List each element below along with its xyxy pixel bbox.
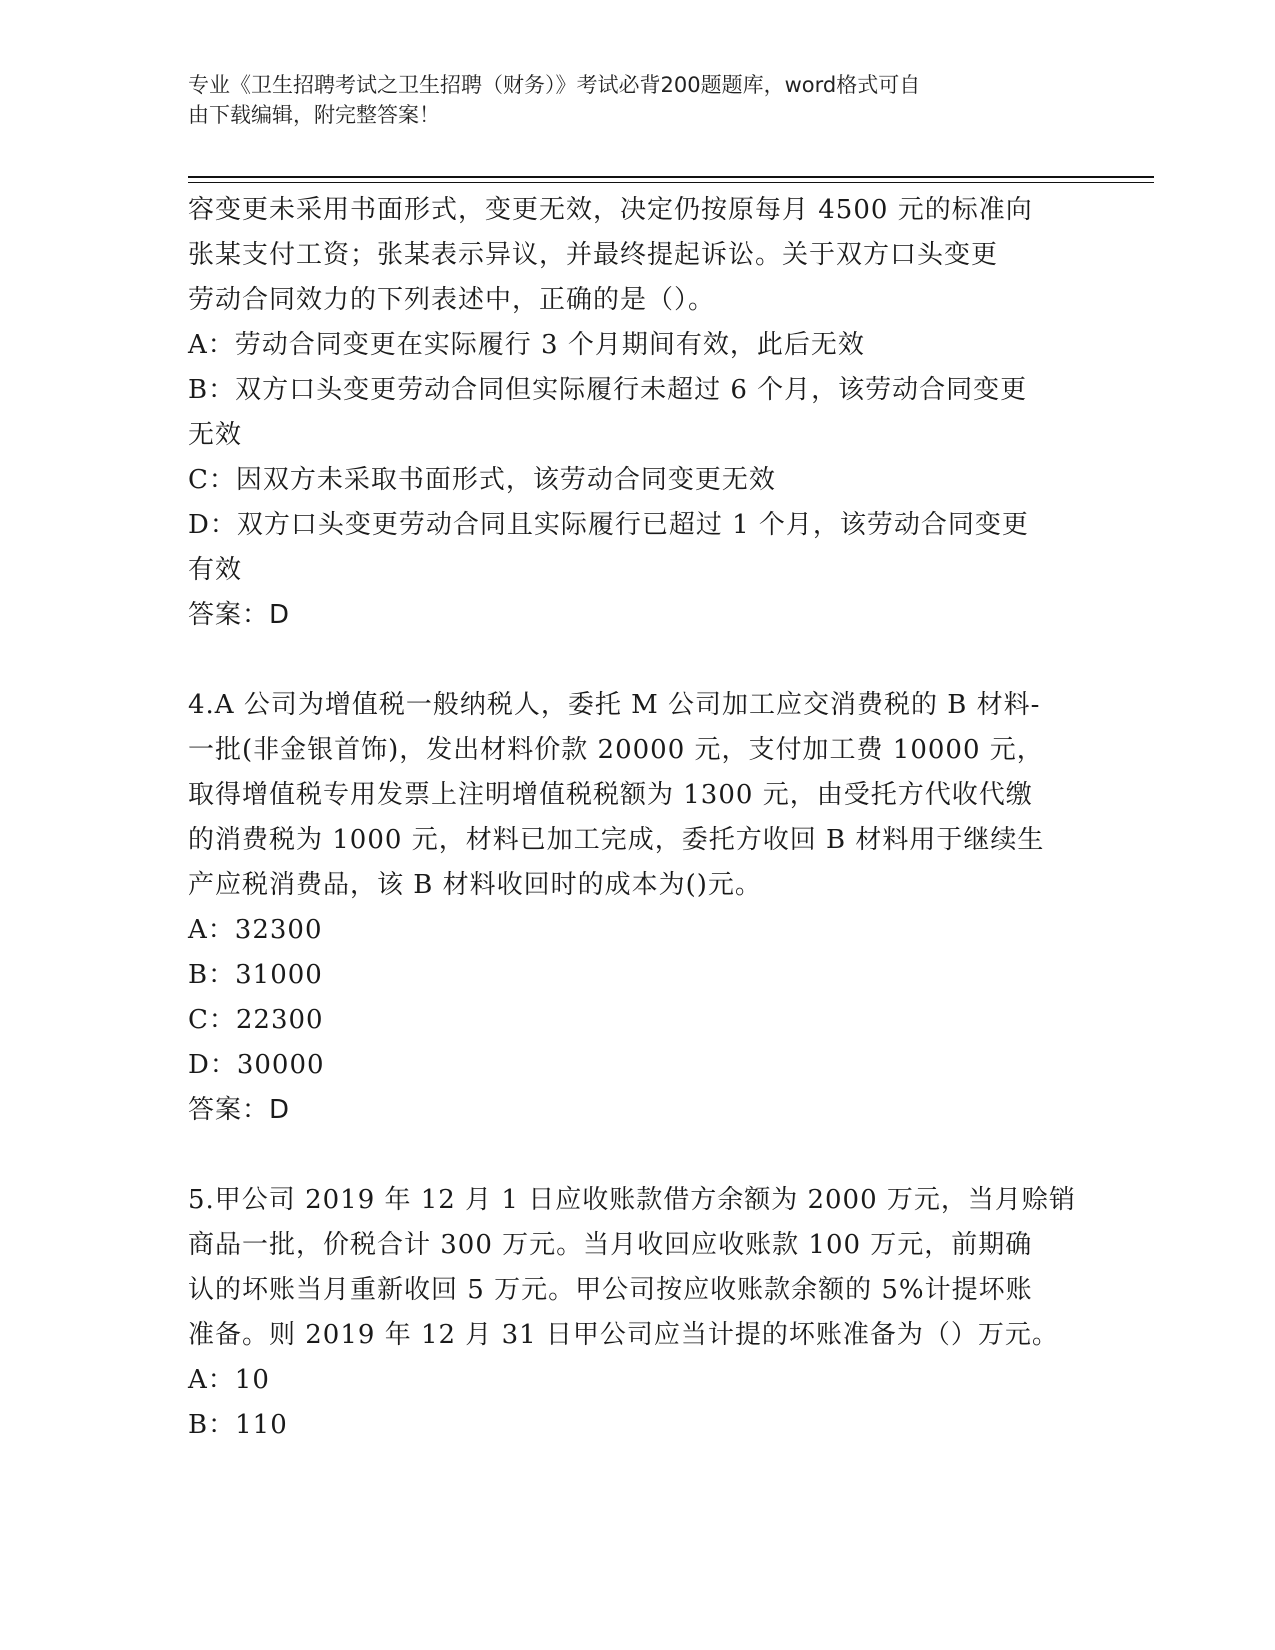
option-b: B：110 xyxy=(188,1410,288,1440)
question-text-line: 5.甲公司 2019 年 12 月 1 日应收账款借方余额为 2000 万元，当月赊销 xyxy=(188,1185,1076,1215)
spacer xyxy=(188,1133,1088,1178)
spacer xyxy=(188,638,1088,683)
option-b: B：31000 xyxy=(188,960,323,990)
question-text-line: 产应税消费品，该 B 材料收回时的成本为()元。 xyxy=(188,870,762,900)
document-header xyxy=(188,70,1088,130)
option-c: C：22300 xyxy=(188,1005,324,1035)
option-a: A：劳动合同变更在实际履行 3 个月期间有效，此后无效 xyxy=(188,330,865,360)
option-d: D：30000 xyxy=(188,1050,325,1080)
question-4 xyxy=(188,683,1088,1133)
option-d: D：双方口头变更劳动合同且实际履行已超过 1 个月，该劳动合同变更 xyxy=(188,510,1029,540)
option-d-cont: 有效 xyxy=(188,555,243,585)
question-text-line: 取得增值税专用发票上注明增值税税额为 1300 元，由受托方代收代缴 xyxy=(188,780,1033,810)
question-text-line: 的消费税为 1000 元，材料已加工完成，委托方收回 B 材料用于继续生 xyxy=(188,825,1045,855)
option-a: A：32300 xyxy=(188,915,323,945)
question-5 xyxy=(188,1178,1088,1448)
question-3 xyxy=(188,188,1088,638)
header-rule-thick xyxy=(188,176,1154,178)
header-rule-thin xyxy=(188,182,1154,183)
document-body xyxy=(188,188,1088,1448)
question-text-line: 商品一批，价税合计 300 万元。当月收回应收账款 100 万元，前期确 xyxy=(188,1230,1033,1260)
answer-line: 答案：D xyxy=(188,600,291,630)
option-c: C：因双方未采取书面形式，该劳动合同变更无效 xyxy=(188,465,776,495)
header-line-2: 由下载编辑，附完整答案！ xyxy=(188,103,440,127)
header-line-1: 专业《卫生招聘考试之卫生招聘（财务）》考试必背200题题库，word格式可自 xyxy=(188,73,921,97)
option-a: A：10 xyxy=(188,1365,270,1395)
answer-line: 答案：D xyxy=(188,1095,291,1125)
question-text-line: 4.A 公司为增值税一般纳税人，委托 M 公司加工应交消费税的 B 材料- xyxy=(188,690,1041,720)
question-text-line: 张某支付工资；张某表示异议，并最终提起诉讼。关于双方口头变更 xyxy=(188,240,999,270)
question-text-line: 一批(非金银首饰)，发出材料价款 20000 元，支付加工费 10000 元， xyxy=(188,735,1044,765)
option-b-cont: 无效 xyxy=(188,420,243,450)
question-text-line: 认的坏账当月重新收回 5 万元。甲公司按应收账款余额的 5%计提坏账 xyxy=(188,1275,1033,1305)
question-text-line: 容变更未采用书面形式，变更无效，决定仍按原每月 4500 元的标准向 xyxy=(188,195,1033,225)
option-b: B：双方口头变更劳动合同但实际履行未超过 6 个月，该劳动合同变更 xyxy=(188,375,1028,405)
question-text-line: 准备。则 2019 年 12 月 31 日甲公司应当计提的坏账准备为（）万元。 xyxy=(188,1320,1059,1350)
question-text-line: 劳动合同效力的下列表述中，正确的是（）。 xyxy=(188,285,716,315)
